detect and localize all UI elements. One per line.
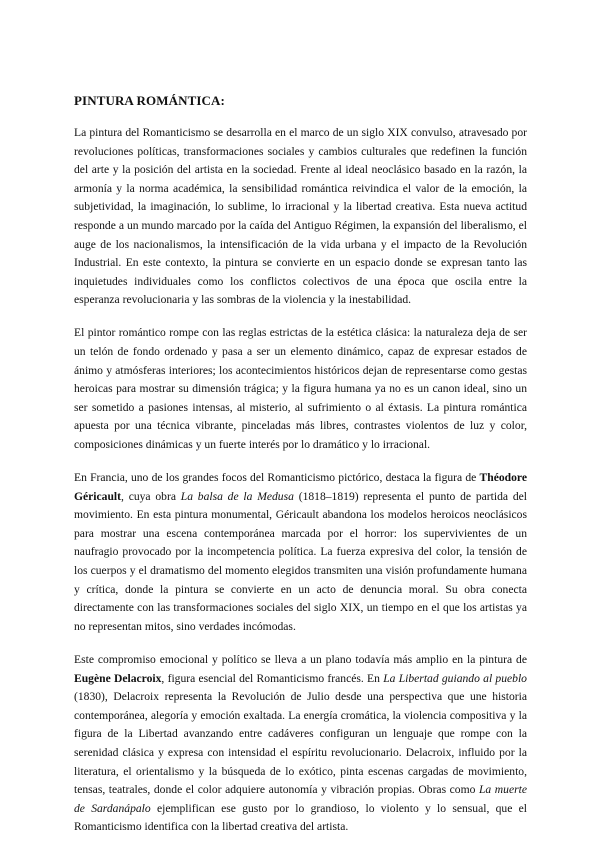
text-segment: ejemplifican ese gusto por lo grandioso, lo violento y lo sensual, que el Romanticismo identifica con la libertad creativa del artista.	[74, 801, 527, 834]
artwork-title-sardanapalo: La muerte de Sardanápalo	[74, 783, 527, 815]
text-segment: , figura esencial del Romanticismo francés. En	[161, 671, 384, 685]
text-segment: (1830), Delacroix representa la Revolución de Julio desde una perspectiva que une historia contemporánea, alegoría y emoción exaltada. La energía cromática, la violencia compositiva y la figura de la Libertad avanzando entre cadáveres configuran un lenguaje que rompe con la serenidad clásica y expresa con intensidad el espíritu revolucionario. Delacroix, influido por la literatura, el orientalismo y la búsqueda de lo exótico, pinta escenas cargadas de movimiento, tensas, teatrales, donde el color adquiere autonomía y vibración propias. Obras como	[74, 690, 527, 797]
text-segment: En Francia, uno de los grandes focos del Romanticismo pictórico, destaca la figura de	[74, 471, 480, 485]
text-segment: , cuya obra	[121, 489, 181, 503]
artwork-title-libertad: La Libertad guiando al pueblo	[383, 671, 527, 685]
paragraph-intro: La pintura del Romanticismo se desarrolla en el marco de un siglo XIX convulso, atravesado por revoluciones políticas, transformaciones sociales y cambios culturales que redefinen la función del arte y la posición del artista en la sociedad. Frente al ideal neoclásico basado en la razón, la armonía y la norma académica, la sensibilidad romántica reivindica el valor de la emoción, la subjetividad, la imaginación, lo sublime, lo irracional y la libertad creativa. Esta nueva actitud responde a un mundo marcado por la caída del Antiguo Régimen, la expansión del liberalismo, el auge de los nacionalismos, la intensificación de la vida urbana y el impacto de la Revolución Industrial. En este contexto, la pintura se convierte en un espacio donde se expresan tanto las inquietudes individuales como los conflictos colectivos de una época que oscila entre la esperanza revolucionaria y las sombras de la violencia y la inestabilidad.	[74, 126, 527, 307]
text-segment: Este compromiso emocional y político se lleva a un plano todavía más amplio en la pintura de	[74, 652, 527, 666]
paragraph-delacroix	[74, 651, 527, 837]
page-title: PINTURA ROMÁNTICA:	[74, 93, 225, 108]
paragraph-romantic-painter: El pintor romántico rompe con las reglas estrictas de la estética clásica: la naturaleza deja de ser un telón de fondo ordenado y pasa a ser un elemento dinámico, capaz de expresar estados de ánimo y atmósferas interiores; los acontecimientos históricos dejan de representarse como gestas heroicas para mostrar su dimensión trágica; y la figura humana ya no es un canon ideal, sino un ser sometido a pasiones intensas, al misterio, al sufrimiento o al éxtasis. La pintura romántica apuesta por una técnica vibrante, pinceladas más libres, contrastes violentos de luz y color, composiciones dinámicas y un fuerte interés por lo dramático y lo irracional.	[74, 326, 527, 451]
text-segment: (1818–1819) representa el punto de partida del movimiento. En esta pintura monumental, Géricault abandona los modelos heroicos neoclásicos para mostrar una escena contemporánea marcada por el horror: los supervivientes de un naufragio provocado por la incompetencia política. La fuerza expresiva del color, la tensión de los cuerpos y el dramatismo del momento elegidos transmiten una visión profundamente humana y crítica, donde la pintura se convierte en un acto de denuncia moral. Su obra conecta directamente con las transformaciones sociales del siglo XIX, un tiempo en el que los artistas ya no representan mitos, sino verdades incómodas.	[74, 489, 527, 633]
artist-name-gericault: Théodore Géricault	[74, 471, 527, 503]
artwork-title-medusa: La balsa de la Medusa	[180, 489, 294, 503]
artist-name-delacroix: Eugène Delacroix	[74, 671, 162, 685]
document-page	[74, 93, 527, 851]
paragraph-gericault	[74, 469, 527, 636]
